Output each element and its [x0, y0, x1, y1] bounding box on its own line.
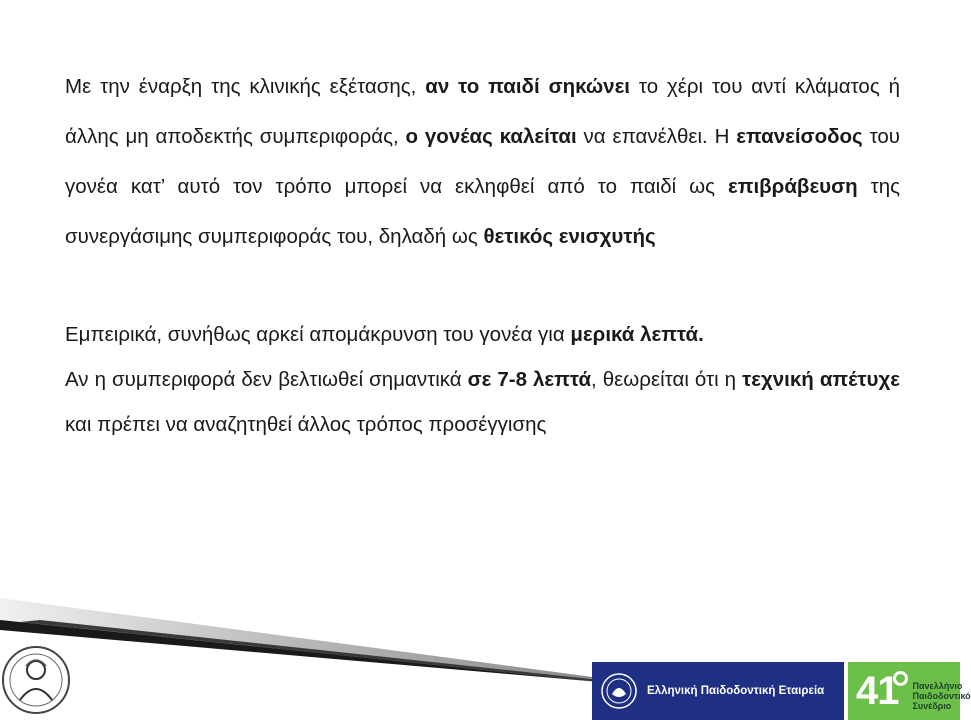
- congress-number: [856, 671, 899, 711]
- congress-line: Πανελλήνιο: [912, 681, 963, 691]
- congress-logo: [848, 662, 971, 720]
- society-logo: [592, 662, 844, 720]
- congress-number-text: 41: [856, 669, 899, 713]
- degree-mark: [893, 671, 908, 686]
- text-segment: Με την έναρξη της κλινικής εξέτασης,: [65, 75, 426, 98]
- text-segment: , θεωρείται ότι η: [591, 368, 743, 391]
- congress-title: [913, 681, 971, 711]
- bold-phrase: θετικός ενισχυτής: [483, 225, 656, 248]
- paragraph-duration: [65, 312, 900, 357]
- text-segment: να επανέλθει. Η: [576, 125, 737, 148]
- bold-phrase: ο γονέας καλείται: [405, 125, 577, 148]
- society-name: Ελληνική Παιδοδοντική Εταιρεία: [647, 685, 825, 697]
- paragraph-spacer: [65, 262, 900, 312]
- slide-body: [65, 62, 900, 447]
- bold-phrase: σε 7-8 λεπτά: [467, 368, 592, 391]
- congress-line: Συνέδριο: [912, 701, 952, 711]
- bold-phrase: επανείσοδος: [736, 125, 863, 148]
- bold-phrase: μερικά λεπτά.: [570, 323, 704, 346]
- text-segment: και πρέπει να αναζητηθεί άλλος τρόπος προσέγγισης: [65, 413, 547, 436]
- paragraph-failure: [65, 357, 900, 447]
- text-segment: Εμπειρικά, συνήθως αρκεί απομάκρυνση του γονέα για: [65, 323, 571, 346]
- text-segment: το χέρι του αντί κλάματος ή άλλης μη αποδεκτής συμπεριφοράς,: [65, 75, 900, 148]
- text-segment: του γονέα κατ’ αυτό τον τρόπο μπορεί να εκληφθεί από το παιδί ως: [65, 125, 900, 198]
- society-emblem-icon: [600, 672, 638, 710]
- paragraph-parent-removal: [65, 62, 900, 262]
- bold-phrase: τεχνική απέτυχε: [742, 368, 900, 391]
- decorative-wedge: [0, 590, 600, 690]
- text-segment: Αν η συμπεριφορά δεν βελτιωθεί σημαντικά: [65, 368, 468, 391]
- university-seal-icon: [0, 640, 72, 716]
- congress-line: Παιδοδοντικό: [912, 691, 971, 701]
- text-segment: της συνεργάσιμης συμπεριφοράς του, δηλαδή ως: [65, 175, 900, 248]
- bold-phrase: αν το παιδί σηκώνει: [425, 75, 631, 98]
- bold-phrase: επιβράβευση: [728, 175, 858, 198]
